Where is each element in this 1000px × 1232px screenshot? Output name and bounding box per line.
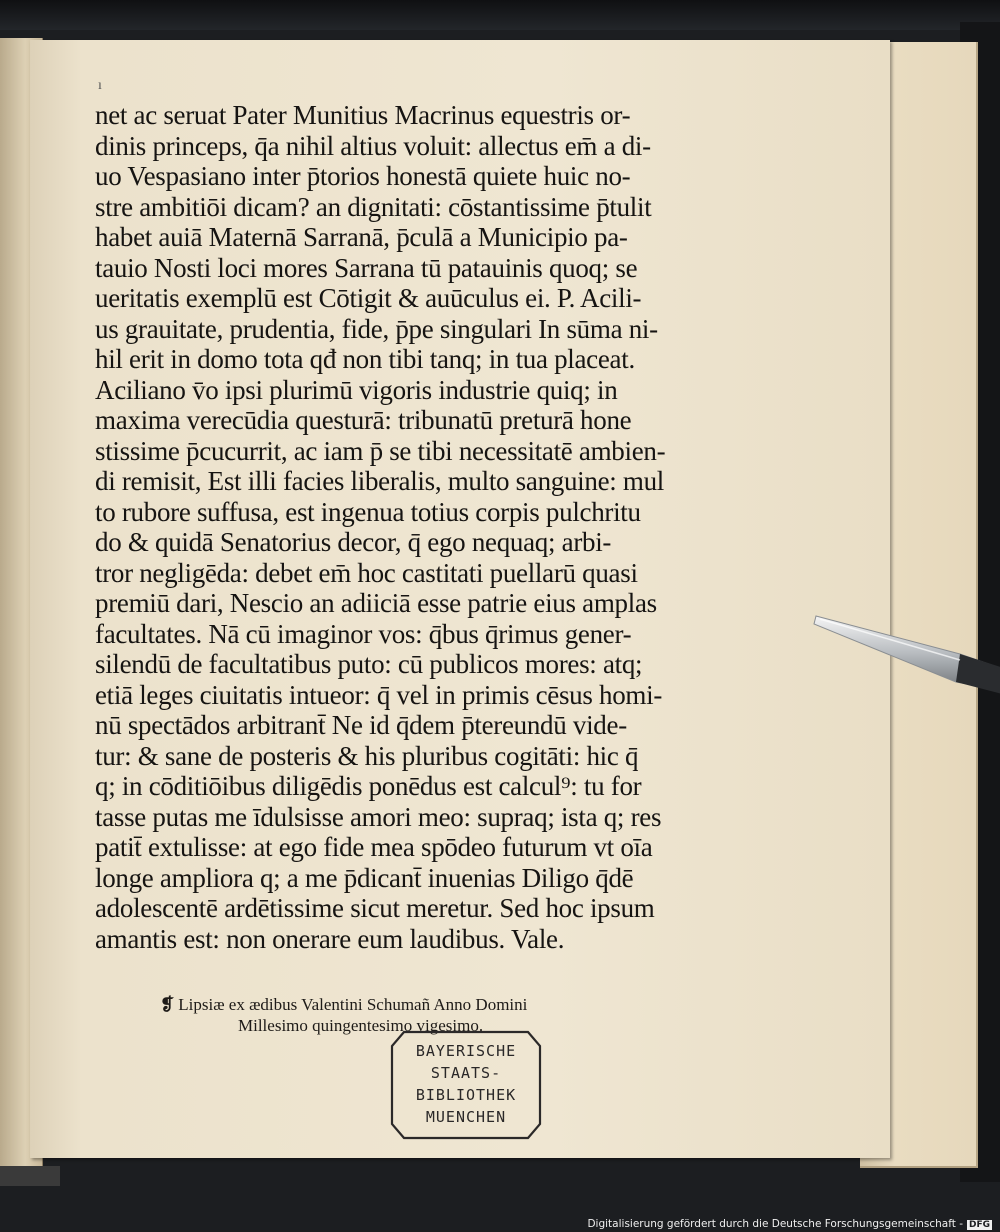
text-line: Aciliano v̄o ipsi plurimū vigoris industrie quiq; in [95, 374, 618, 405]
text-line: uo Vespasiano inter p̄torios honestā quiete huic no- [95, 161, 631, 191]
footer-text: Digitalisierung gefördert durch die Deutsche Forschungsgemeinschaft - [587, 1218, 963, 1230]
text-line: patit̄ extulisse: at ego fide mea spōdeo futurum vt oīa [95, 832, 653, 862]
text-line: adolescentē ardētissime sicut meretur. Sed hoc ipsum [95, 893, 655, 923]
text-line: to rubore suffusa, est ingenua totius corpis pulchritu [95, 496, 641, 527]
text-line: tror negligēda: debet em̄ hoc castitati puellarū quasi [95, 557, 638, 588]
library-stamp [386, 1030, 546, 1142]
text-line: facultates. Nā cū imaginor vos: q̄bus q̄rimus gener- [95, 618, 632, 649]
pen-pointer [810, 610, 1000, 700]
scan-top-edge [0, 0, 1000, 30]
pilcrow-mark: ❡ [160, 995, 175, 1014]
text-line: net ac seruat Pater Munitius Macrinus equestris or- [95, 100, 631, 130]
text-line: us grauitate, prudentia, fide, p̄pe singulari In sūma ni- [95, 313, 658, 344]
text-line: stissime p̄cucurrit, ac iam p̄ se tibi necessitatē ambien- [95, 435, 666, 466]
text-line: di remisit, Est illi facies liberalis, multo sanguine: mul [95, 466, 665, 496]
funding-footer [587, 1218, 992, 1230]
marginal-mark: ı [98, 78, 102, 93]
text-line: do & quidā Senatorius decor, q̄ ego nequaq; arbi- [95, 527, 612, 557]
text-line: maxima verecūdia questurā: tribunatū preturā hone [95, 405, 632, 435]
text-line: premiū dari, Nescio an adiiciā esse patrie eius amplas [95, 588, 657, 618]
text-line: q; in cōditiōibus diligēdis ponēdus est calcul⁹: tu for [95, 771, 642, 801]
binding-shadow [0, 1166, 60, 1186]
text-line: nū spectādos arbitrant̄ Ne id q̄dem p̄tereundū vide- [95, 710, 627, 740]
text-line: etiā leges ciuitatis intueor: q̄ vel in primis cēsus homi- [95, 679, 663, 710]
text-line: hil erit in domo tota qđ non tibi tanq; in tua placeat. [95, 344, 635, 374]
body-text [95, 100, 695, 954]
text-line: longe ampliora q; a me p̄dicant̄ inuenias Diligo q̄dē [95, 862, 634, 893]
text-line: tauio Nosti loci mores Sarrana tū patauinis quoq; se [95, 252, 638, 283]
text-line: stre ambitiōi dicam? an dignitati: cōstantissime p̄tulit [95, 191, 652, 222]
text-line: tur: & sane de posteris & his pluribus cogitāti: hic q̄ [95, 740, 639, 771]
stamp-line: MUENCHEN [425, 1108, 507, 1126]
colophon-line-2: Millesimo quingentesimo vigesimo. [238, 1016, 484, 1035]
text-line: amantis est: non onerare eum laudibus. Vale. [95, 923, 565, 954]
stamp-line: BAYERISCHE [415, 1042, 517, 1060]
text-line: silendū de facultatibus puto: cū publicos mores: atq; [95, 649, 643, 679]
stamp-line: BIBLIOTHEK [415, 1086, 517, 1104]
text-line: habet auiā Maternā Sarranā, p̄culā a Municipio pa- [95, 222, 628, 252]
text-line: ueritatis exemplū est Cōtigit & auūculus ei. P. Acili- [95, 283, 642, 313]
text-line: tasse putas me īdulsisse amori meo: supraq; ista q; res [95, 801, 662, 832]
colophon-line-1: Lipsiæ ex ædibus Valentini Schumañ Anno Domini [178, 995, 528, 1014]
text-line: dinis princeps, q̄a nihil altius voluit: allectus em̄ a di- [95, 130, 651, 161]
stamp-line: STAATS- [430, 1064, 502, 1082]
dfg-logo: DFG [968, 1220, 990, 1230]
